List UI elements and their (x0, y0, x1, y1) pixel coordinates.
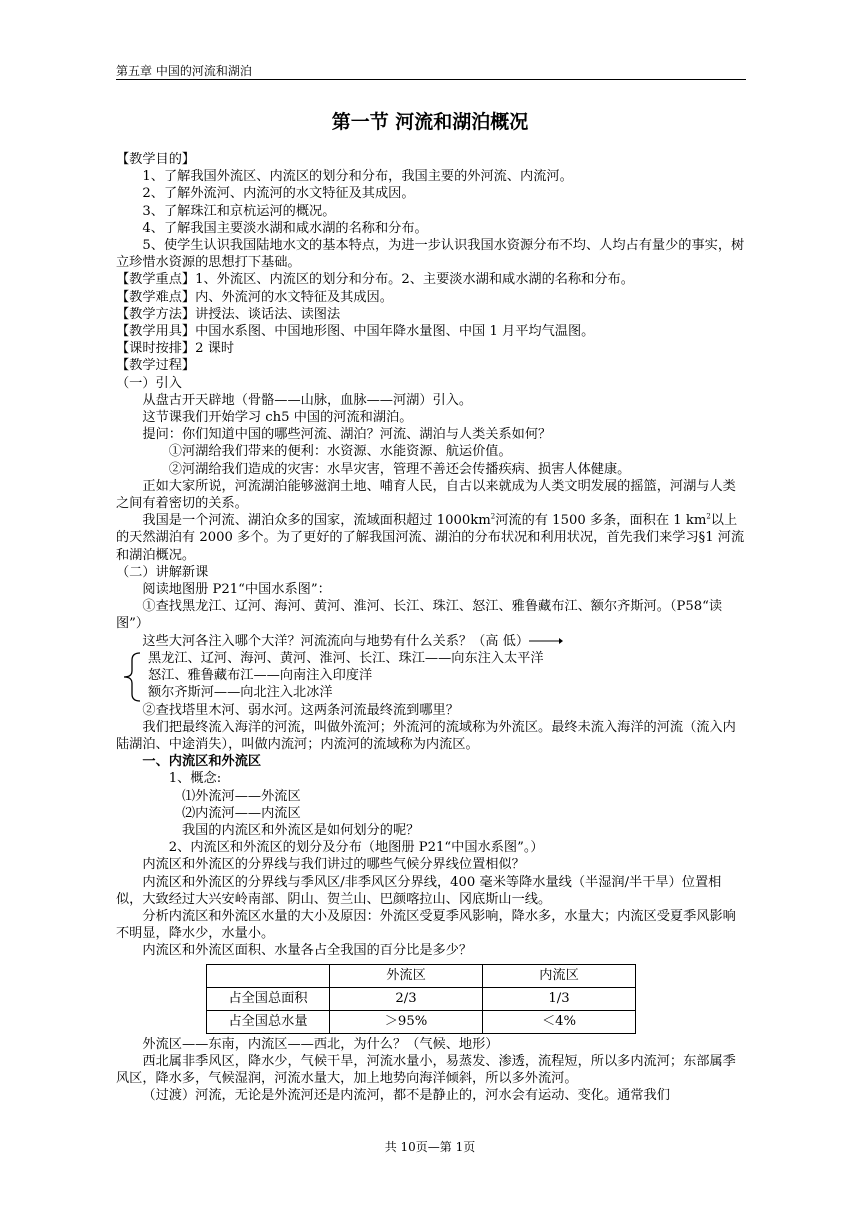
section-heading: 一、内流区和外流区 (142, 754, 262, 770)
page-header-chapter: 第五章 中国的河流和湖泊 (116, 64, 252, 78)
lecture-heading: （二）讲解新课 (116, 564, 209, 580)
text-run: 这些大河各注入哪个大洋？河流流向与地势有什么关系？（高 低） (142, 633, 530, 649)
paragraph: 阅读地图册 P21“中国水系图”： (142, 582, 331, 598)
curly-brace-icon (120, 652, 144, 702)
table-cell: ＞95% (330, 1010, 483, 1033)
paragraph: ②河湖给我们造成的灾害：水旱灾害，管理不善还会传播疾病、损害人体健康。 (168, 461, 631, 477)
paragraph (116, 512, 746, 564)
paragraph: 从盘古开天辟地（骨骼——山脉，血脉——河湖）引入。 (142, 392, 473, 408)
table-cell: 占全国总面积 (207, 987, 330, 1010)
table-header-cell (207, 964, 330, 987)
table-cell: 占全国总水量 (207, 1010, 330, 1033)
paragraph: 内流区和外流区的分界线与我们讲过的哪些气候分界线位置相似？ (142, 857, 525, 873)
goal-item: 4、了解我国主要淡水湖和咸水湖的名称和分布。 (142, 220, 428, 236)
paragraph: 外流区——东南，内流区——西北，为什么？（气候、地形） (142, 1036, 499, 1052)
teaching-tools: 【教学用具】中国水系图、中国地形图、中国年降水量图、中国 1 月平均气温图。 (116, 324, 595, 340)
brace-item: 额尔齐斯河——向北注入北冰洋 (148, 685, 333, 701)
intro-heading: （一）引入 (116, 375, 182, 391)
brace-item: 怒江、雅鲁藏布江——向南注入印度洋 (148, 668, 373, 684)
document-body (116, 151, 746, 1104)
paragraph: 内流区和外流区面积、水量各占全我国的百分比是多少？ (142, 943, 473, 959)
paragraph: 分析内流区和外流区水量的大小及原因：外流区受夏季风影响，降水多，水量大；内流区受夏季风影响不明显，降水少，水量小。 (116, 908, 736, 942)
paragraph: 内流区和外流区的分界线与季风区/非季风区分界线，400 毫米等降水量线（半湿润/半干旱）位置相似，大致经过大兴安岭南部、阴山、贺兰山、巴颜喀拉山、冈底斯山一线。 (116, 874, 722, 907)
paragraph: ①查找黑龙江、辽河、海河、黄河、淮河、长江、珠江、怒江、雅鲁藏布江、额尔齐斯河。（P58“读图”） (116, 599, 723, 632)
goals-heading: 【教学目的】 (116, 152, 196, 167)
page-footer: 共 10页—第 1页 (384, 1140, 476, 1154)
paragraph: 正如大家所说，河流湖泊能够滋润土地、哺育人民，自古以来就成为人类文明发展的摇篮，河湖与人类之间有着密切的关系。 (116, 478, 736, 512)
key-points: 【教学重点】1、外流区、内流区的划分和分布。2、主要淡水湖和咸水湖的名称和分布。 (116, 272, 634, 288)
table-row (207, 987, 636, 1010)
paragraph: ①河湖给我们带来的便利：水资源、水能资源、航运价值。 (168, 444, 512, 460)
paragraph: 提问：你们知道中国的哪些河流、湖泊？河流、湖泊与人类关系如何？ (142, 427, 552, 443)
table-header-cell: 内流区 (483, 964, 636, 987)
ocean-brace-group (116, 650, 746, 702)
brace-item: 黑龙江、辽河、海河、黄河、淮河、长江、珠江——向东注入太平洋 (148, 650, 544, 666)
table-cell: ＜4% (483, 1010, 636, 1033)
goal-item: 5、使学生认识我国陆地水文的基本特点，为进一步认识我国水资源分布不均、人均占有量少的事实，树立珍惜水资源的思想打下基础。 (116, 238, 745, 271)
goal-item: 2、了解外流河、内流河的水文特征及其成因。 (142, 186, 415, 202)
header-divider (116, 79, 746, 80)
table-row (207, 1010, 636, 1033)
difficulty: 【教学难点】内、外流河的水文特征及其成因。 (116, 289, 393, 305)
arrow-right-icon (529, 637, 563, 645)
goal-item: 3、了解珠江和京杭运河的概况。 (142, 203, 336, 219)
superscript: 2 (490, 512, 496, 521)
paragraph: 西北属非季风区，降水少，气候干旱，河流水量小，易蒸发、渗透，流程短，所以多内流河；东部属季风区，降水多，气候湿润，河流水量大，加上地势向海洋倾斜，所以多外流河。 (116, 1053, 736, 1086)
paragraph: （过渡）河流，无论是外流河还是内流河，都不是静止的，河水会有运动、变化。通常我们 (142, 1088, 670, 1104)
paragraph: ⑴外流河——外流区 (182, 788, 301, 804)
table-cell: 1/3 (483, 987, 636, 1010)
goal-item: 1、了解我国外流区、内流区的划分和分布，我国主要的外河流、内流河。 (142, 169, 573, 185)
text-run: 以上的天然湖泊有 2000 多个。为了更好的了解我国河流、湖泊的分布状况和利用状况，首先我们来学习§1 河流和湖泊概况。 (116, 513, 745, 563)
table-header-cell: 外流区 (330, 964, 483, 987)
superscript: 2 (706, 512, 711, 521)
page-title: 第一节 河流和湖泊概况 (331, 111, 529, 133)
class-schedule: 【课时按排】2 课时 (116, 341, 235, 357)
text-run: 河流的有 1500 多条，面积在 1 km (495, 513, 707, 529)
paragraph: 1、概念: (168, 771, 222, 787)
paragraph: 2、内流区和外流区的划分及分布（地图册 P21“中国水系图”。） (168, 840, 544, 856)
table-header-row (207, 964, 636, 987)
paragraph: 这节课我们开始学习 ch5 中国的河流和湖泊。 (142, 410, 413, 426)
paragraph (116, 633, 746, 650)
paragraph: ②查找塔里木河、弱水河。这两条河流最终流到哪里？ (142, 702, 459, 718)
teaching-method: 【教学方法】讲授法、谈话法、读图法 (116, 306, 341, 322)
paragraph: ⑵内流河——内流区 (182, 805, 301, 821)
area-water-table (206, 964, 636, 1034)
paragraph: 我们把最终流入海洋的河流，叫做外流河；外流河的流域称为外流区。最终未流入海洋的河流（流入内陆湖泊、中途消失），叫做内流河；内流河的流域称为内流区。 (116, 719, 736, 752)
process-heading: 【教学过程】 (116, 358, 196, 374)
paragraph: 我国的内流区和外流区是如何划分的呢？ (182, 822, 420, 838)
text-run: 我国是一个河流、湖泊众多的国家，流域面积超过 1000km (142, 513, 491, 529)
table-cell: 2/3 (330, 987, 483, 1010)
